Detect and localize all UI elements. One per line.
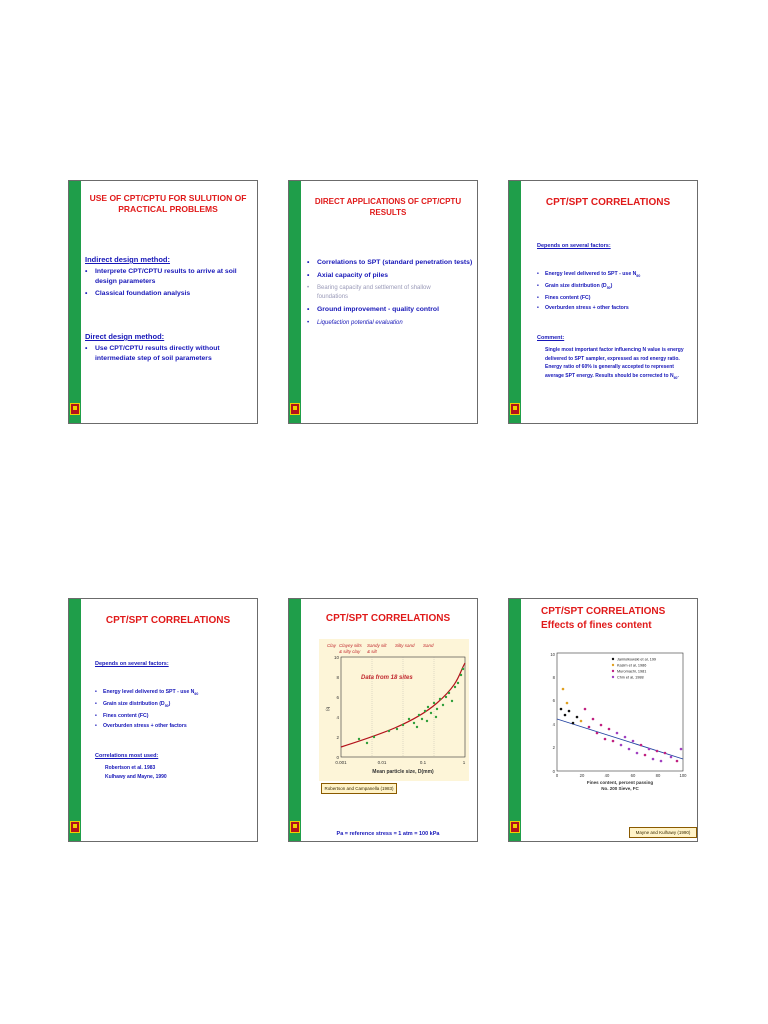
slide-5 xyxy=(288,598,478,842)
citation-box: Mayne and Kulhawy (1990) xyxy=(629,827,697,838)
soil-label: Silty sand xyxy=(395,643,415,648)
slide-2 xyxy=(288,180,478,424)
d50-chart xyxy=(319,639,469,781)
soil-label: Clayey silts xyxy=(339,643,362,648)
bullet-list: • Interprete CPT/CPTU results to arrive at soil design parameters • Classical foundation analysis xyxy=(85,268,237,297)
direct-heading: Direct design method: xyxy=(85,332,165,341)
green-sidebar xyxy=(69,599,81,841)
soil-label: Sandy silt xyxy=(367,643,387,648)
y-tick: 8 xyxy=(552,675,555,680)
slide-6 xyxy=(508,598,698,842)
logo-icon xyxy=(510,403,520,415)
slide-title: USE OF CPT/CPTU FOR SULUTION OF PRACTICAL PROBLEMS xyxy=(89,193,247,214)
slide-1 xyxy=(68,180,258,424)
slide-title: CPT/SPT CORRELATIONS xyxy=(105,615,231,626)
y-tick: 4 xyxy=(336,715,339,720)
y-tick: 10 xyxy=(333,655,339,660)
bullet-list: • Energy level delivered to SPT - use $N_{60}$ • Grain size distribution $(D_{50})$ • Fines content (FC) • Overburden stress + other factors xyxy=(537,271,641,312)
x-axis-label: No. 200 Sieve, FC xyxy=(601,786,639,791)
soil-label: & silt xyxy=(367,649,377,654)
y-axis-label: (q xyxy=(325,706,330,711)
y-tick: 6 xyxy=(552,698,555,703)
y-tick: 2 xyxy=(336,735,339,740)
slide-title: CPT/SPT CORRELATIONS Effects of fines content xyxy=(541,606,666,631)
x-tick: 80 xyxy=(655,773,661,778)
logo-icon xyxy=(290,403,300,415)
soil-label: Sand xyxy=(423,643,434,648)
citation-box: Robertson and Campanella (1983) xyxy=(321,783,397,794)
green-sidebar xyxy=(69,181,81,423)
bullet-list: • Correlations to SPT (standard penetration tests) • Axial capacity of piles • Bearing capacity and settlement of shallow foundations • Ground improvement - quality control • Liquefaction potential evaluation xyxy=(307,259,473,326)
x-axis-label: Fines content, percent passing xyxy=(586,780,654,785)
x-tick: 60 xyxy=(630,773,636,778)
x-tick: 1 xyxy=(462,760,466,765)
soil-label: & silty clay xyxy=(339,649,361,654)
data-points xyxy=(560,688,683,763)
y-tick: 4 xyxy=(552,722,555,727)
comment-heading: Comment: xyxy=(537,335,565,341)
legend-label: Kasim et al, 1986 xyxy=(617,663,647,668)
fines-chart xyxy=(537,649,687,799)
green-sidebar xyxy=(509,599,521,841)
slide-4 xyxy=(68,598,258,842)
legend-label: Muromachi, 1981 xyxy=(617,669,647,674)
logo-icon xyxy=(70,403,80,415)
x-tick: 0.01 xyxy=(377,760,387,765)
chart-panel xyxy=(537,649,687,799)
chart-panel xyxy=(319,639,469,781)
y-tick: 2 xyxy=(552,745,555,750)
x-tick: 0 xyxy=(555,773,559,778)
bullet-list: • Use CPT/CPTU results directly without intermediate step of soil parameters xyxy=(85,345,220,362)
x-tick: 100 xyxy=(679,773,687,778)
slide-title: CPT/SPT CORRELATIONS xyxy=(325,613,451,624)
footer-note: Pa = reference stress = 1 atm = 100 kPa xyxy=(336,831,440,837)
y-tick: 0 xyxy=(552,769,555,774)
legend-label: Chin et al, 1988 xyxy=(617,675,644,680)
green-sidebar xyxy=(289,181,301,423)
y-tick: 0 xyxy=(336,755,339,760)
legend-label: Jamiolkowski et al, 199 xyxy=(617,657,657,662)
indirect-heading: Indirect design method: xyxy=(85,255,171,264)
slide-title: CPT/SPT CORRELATIONS xyxy=(545,197,671,208)
y-tick: 10 xyxy=(550,652,555,657)
factors-heading: Depends on several factors: xyxy=(95,661,169,667)
logo-icon xyxy=(290,821,300,833)
x-tick: 40 xyxy=(604,773,610,778)
factors-heading: Depends on several factors: xyxy=(537,243,611,249)
green-sidebar xyxy=(289,599,301,841)
comment-text: Single most important factor influencing N value is energy delivered to SPT sampler, expressed as rod energy ratio. Energy ratio of 60% is generally accepted to represent average SPT energy. Results should be corrected to $N_{60}$. xyxy=(545,347,684,380)
slide-title: DIRECT APPLICATIONS OF CPT/CPTU RESULTS xyxy=(314,197,462,217)
y-tick: 8 xyxy=(336,675,339,680)
green-sidebar xyxy=(509,181,521,423)
x-tick: 0.001 xyxy=(335,760,347,765)
data-note: Data from 18 sites xyxy=(361,675,413,681)
slide-3 xyxy=(508,180,698,424)
y-tick: 6 xyxy=(336,695,339,700)
x-tick: 20 xyxy=(579,773,585,778)
x-axis-label: Mean particle size, D(mm) xyxy=(372,769,434,775)
soil-label: Clay xyxy=(327,643,337,648)
x-tick: 0.1 xyxy=(419,760,427,765)
used-list: Robertson et al. 1983 Kulhawy and Mayne, 1990 xyxy=(105,765,167,780)
bullet-list: • Energy level delivered to SPT - use $N_{60}$ • Grain size distribution $(D_{50})$ • Fines content (FC) • Overburden stress + other factors xyxy=(95,689,199,730)
logo-icon xyxy=(510,821,520,833)
logo-icon xyxy=(70,821,80,833)
used-heading: Correlations most used: xyxy=(95,753,159,759)
